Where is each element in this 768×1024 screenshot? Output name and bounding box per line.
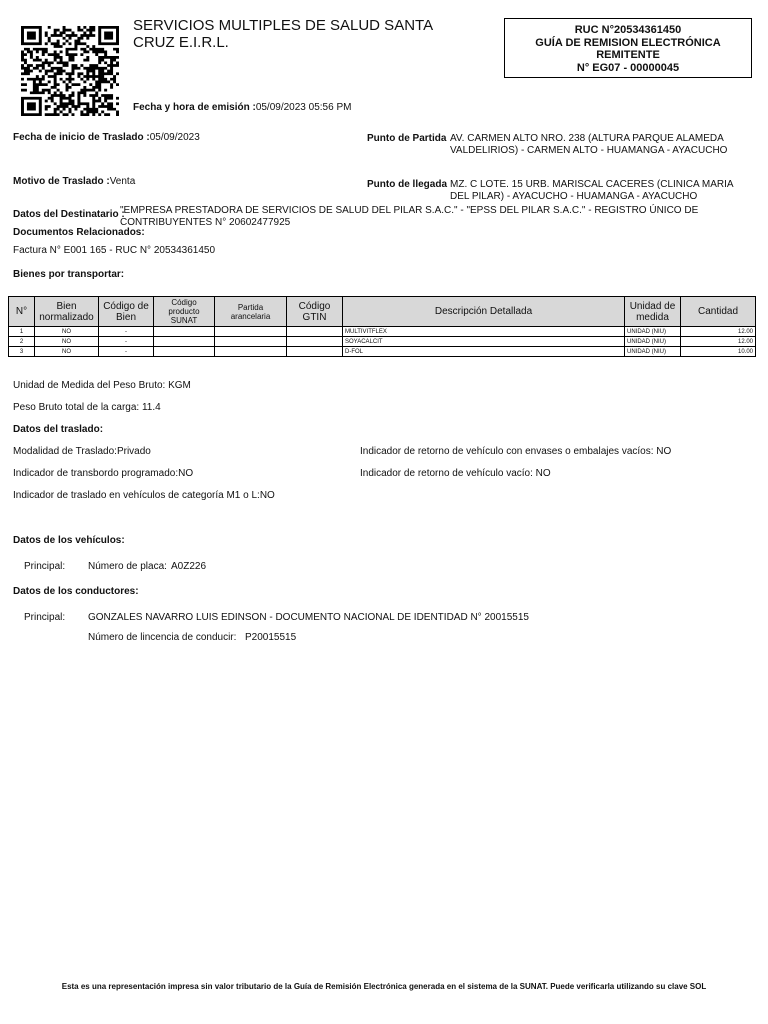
m1-vehicle-indicator: Indicador de traslado en vehículos de categoría M1 o L:NO xyxy=(13,490,275,501)
transfer-start-date xyxy=(13,132,200,144)
cell-bien: NO xyxy=(35,327,99,337)
cell-cantidad: 12.00 xyxy=(681,337,756,347)
cell-desc: MULTIVITFLEX xyxy=(343,327,625,337)
departure-address: AV. CARMEN ALTO NRO. 238 (ALTURA PARQUE ALAMEDA VALDELIRIOS) - CARMEN ALTO - HUAMANGA - AYACUCHO xyxy=(450,133,728,156)
table-header-row xyxy=(9,297,756,327)
vehicle-principal-label: Principal: xyxy=(24,561,66,572)
plate-value: A0Z226 xyxy=(171,561,207,572)
empty-return-indicator: Indicador de retorno de vehículo vacío: NO xyxy=(360,468,551,479)
departure-label: Punto de Partida xyxy=(367,133,447,144)
transfer-start-value: 05/09/2023 xyxy=(149,132,200,143)
cell-desc: D-FOL xyxy=(343,347,625,357)
col-header-cantidad: Cantidad xyxy=(681,297,756,327)
vehicles-title: Datos de los vehículos: xyxy=(13,535,125,546)
arrival-address: MZ. C LOTE. 15 URB. MARISCAL CACERES (CLINICA MARIA DEL PILAR) - AYACUCHO - HUAMANGA - AYACUCHO xyxy=(450,179,734,202)
transfer-reason xyxy=(13,176,135,188)
recipient-value: "EMPRESA PRESTADORA DE SERVICIOS DE SALUD DEL PILAR S.A.C." - "EPSS DEL PILAR S.A.C." - REGISTRO ÚNICO DE CONTRIBUYENTES N° 20602477925 xyxy=(120,205,699,228)
cell-partida xyxy=(215,347,287,357)
cell-num: 3 xyxy=(9,347,35,357)
col-header-unidad: Unidad de medida xyxy=(625,297,681,327)
cell-sunat xyxy=(154,327,215,337)
col-header-sunat: Código producto SUNAT xyxy=(154,297,215,327)
footer-note: Esta es una representación impresa sin valor tributario de la Guía de Remisión Electrónica generada en el sistema de la SUNAT. Puede verificarla utilizando su clave SOL xyxy=(61,982,707,991)
table-row xyxy=(9,327,756,337)
emission-label: Fecha y hora de emisión : xyxy=(133,102,256,113)
transfer-start-label: Fecha de inicio de Traslado : xyxy=(13,132,150,143)
driver-name: GONZALES NAVARRO LUIS EDINSON - DOCUMENTO NACIONAL DE IDENTIDAD N° 20015515 xyxy=(88,612,529,623)
cell-gtin xyxy=(287,327,343,337)
cell-sunat xyxy=(154,347,215,357)
cell-gtin xyxy=(287,347,343,357)
weight-total: Peso Bruto total de la carga: 11.4 xyxy=(13,402,161,413)
recipient-label: Datos del Destinatario : xyxy=(13,209,125,220)
cell-sunat xyxy=(154,337,215,347)
col-header-num: N° xyxy=(9,297,35,327)
driver-principal-label: Principal: xyxy=(24,612,66,623)
col-header-codigo: Código de Bien xyxy=(99,297,154,327)
cell-unidad: UNIDAD (NIU) xyxy=(625,327,681,337)
related-docs-label: Documentos Relacionados: xyxy=(13,227,145,238)
ruc-number: RUC N°20534361450 xyxy=(574,24,682,36)
license-value: P20015515 xyxy=(245,632,297,643)
cell-codigo: - xyxy=(99,347,154,357)
ruc-box xyxy=(504,18,752,78)
col-header-desc: Descripción Detallada xyxy=(343,297,625,327)
goods-label: Bienes por transportar: xyxy=(13,269,125,280)
transshipment-indicator: Indicador de transbordo programado:NO xyxy=(13,468,194,479)
cell-unidad: UNIDAD (NIU) xyxy=(625,347,681,357)
cell-codigo: - xyxy=(99,337,154,347)
document-number: N° EG07 - 00000045 xyxy=(576,61,680,74)
col-header-bien: Bien normalizado xyxy=(35,297,99,327)
document-type-line1: GUÍA DE REMISION ELECTRÓNICA xyxy=(535,36,721,49)
col-header-partida: Partida arancelaria xyxy=(215,297,287,327)
transfer-modality: Modalidad de Traslado:Privado xyxy=(13,446,151,457)
cell-unidad: UNIDAD (NIU) xyxy=(625,337,681,347)
cell-bien: NO xyxy=(35,347,99,357)
cell-desc: SOYACALCIT xyxy=(343,337,625,347)
transfer-reason-value: Venta xyxy=(109,176,136,187)
document-type-line2: REMITENTE xyxy=(596,49,660,61)
table-row xyxy=(9,347,756,357)
transfer-data-title: Datos del traslado: xyxy=(13,424,104,435)
arrival-label: Punto de llegada xyxy=(367,179,448,190)
emission-date xyxy=(133,102,351,114)
cell-num: 1 xyxy=(9,327,35,337)
return-containers-indicator: Indicador de retorno de vehículo con envases o embalajes vacíos: NO xyxy=(360,446,672,457)
table-row xyxy=(9,337,756,347)
col-header-gtin: Código GTIN xyxy=(287,297,343,327)
company-name: SERVICIOS MULTIPLES DE SALUD SANTA CRUZ E.I.R.L. xyxy=(133,17,433,51)
cell-gtin xyxy=(287,337,343,347)
qr-code-icon xyxy=(21,26,119,116)
cell-bien: NO xyxy=(35,337,99,347)
plate-label: Número de placa: xyxy=(88,561,167,572)
cell-partida xyxy=(215,337,287,347)
weight-unit: Unidad de Medida del Peso Bruto: KGM xyxy=(13,380,191,391)
cell-cantidad: 12.00 xyxy=(681,327,756,337)
cell-cantidad: 10.00 xyxy=(681,347,756,357)
cell-codigo: - xyxy=(99,327,154,337)
transfer-reason-label: Motivo de Traslado : xyxy=(13,176,110,187)
drivers-title: Datos de los conductores: xyxy=(13,586,139,597)
cell-partida xyxy=(215,327,287,337)
related-docs-value: Factura N° E001 165 - RUC N° 20534361450 xyxy=(13,245,216,256)
emission-value: 05/09/2023 05:56 PM xyxy=(255,102,352,113)
license-label: Número de lincencia de conducir: xyxy=(88,632,237,643)
cell-num: 2 xyxy=(9,337,35,347)
items-table xyxy=(8,296,756,357)
